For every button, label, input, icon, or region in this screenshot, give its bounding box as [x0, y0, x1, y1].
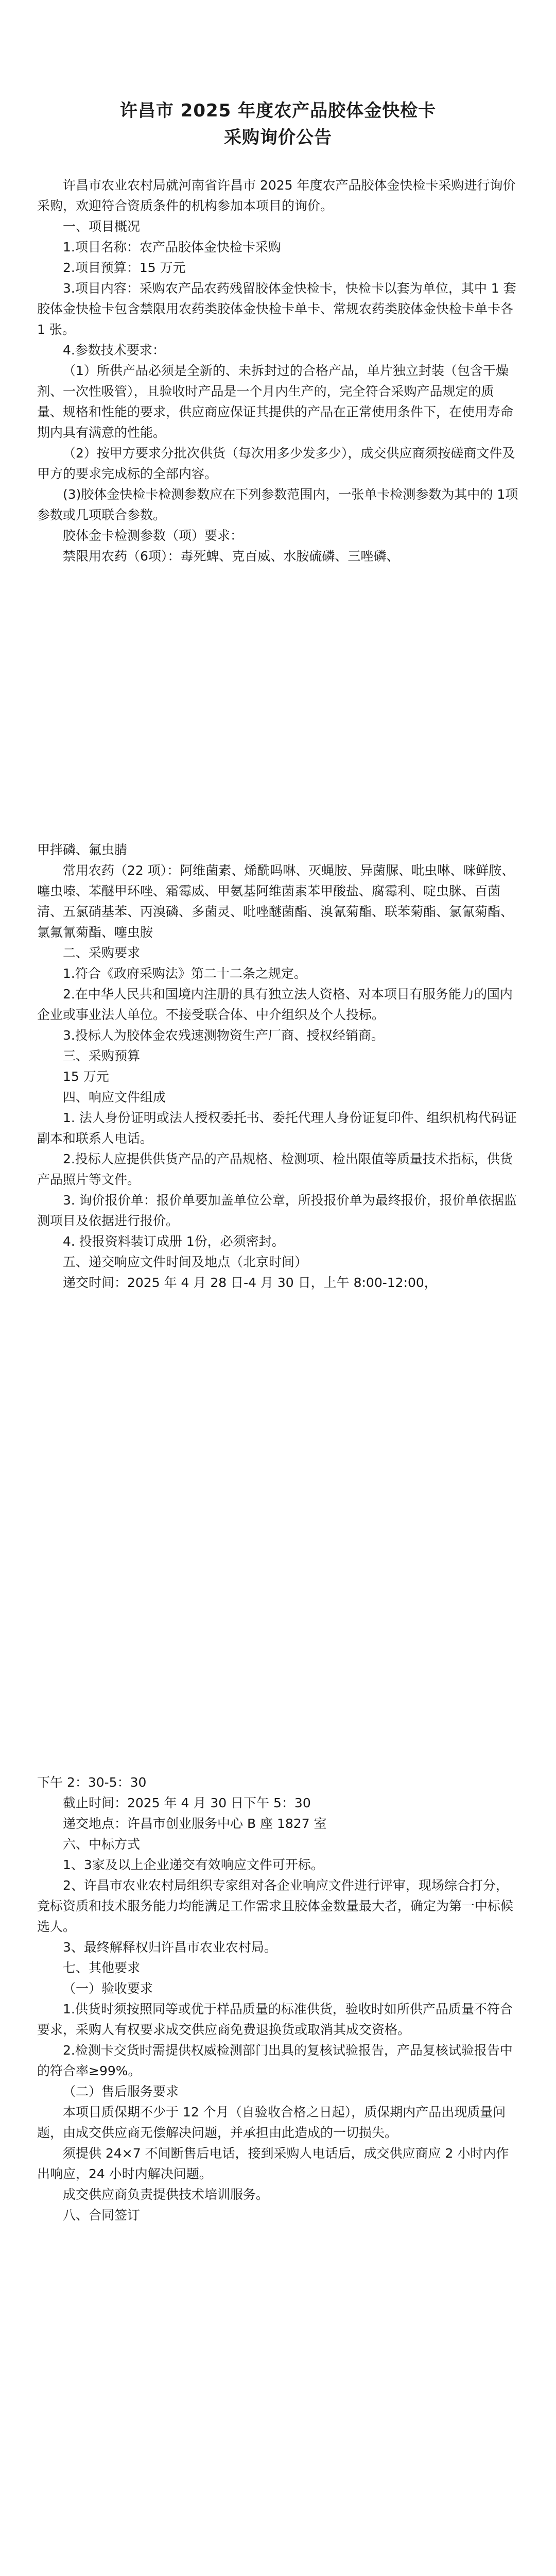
section-block-a: [37, 175, 519, 567]
section-2-item-3: 3.投标人为胶体金农残速测物资生产厂商、授权经销商。: [63, 1028, 384, 1043]
requirement-3-sub: 胶体金卡检测参数（项）要求：: [63, 528, 244, 543]
section-6-item-2: 2、许昌市农业农村局组织专家组对各企业响应文件进行评审，现场综合打分，竞标资质和技术服务能力均能满足工作需求且胶体金数量最大者，确定为第一中标候选人。: [37, 1878, 514, 1934]
section-2-item-2: 2.在中华人民共和国境内注册的具有独立法人资格、对本项目有服务能力的国内企业或事业法人单位。不接受联合体、中介组织及个人投标。: [37, 987, 513, 1022]
section-1-item-3: 3.项目内容：采购农产品农药残留胶体金快检卡，快检卡以套为单位，其中 1 套胶体金快检卡包含禁限用农药类胶体金快检卡单卡、常规农药类胶体金快检卡单卡各 1 张。: [37, 281, 517, 337]
section-2-heading: 二、采购要求: [63, 945, 141, 960]
section-8-heading: 八、合同签订: [63, 2208, 141, 2223]
after-sales-item-1: 本项目质保期不少于 12 个月（自验收合格之日起），质保期内产品出现质量问题，由成交供应商无偿解决问题，并承担由此造成的一切损失。: [37, 2105, 506, 2140]
title-line-2: 采购询价公告: [224, 127, 332, 148]
section-1-item-4: 4.参数技术要求：: [63, 343, 165, 358]
intro-paragraph: 许昌市农业农村局就河南省许昌市 2025 年度农产品胶体金快检卡采购进行询价采购，欢迎符合资质条件的机构参加本项目的询价。: [37, 178, 516, 213]
requirement-2: （2）按甲方要求分批次供货（每次用多少发多少），成交供应商须按磋商文件及甲方的要求完成标的全部内容。: [37, 446, 515, 481]
section-4-item-1: 1. 法人身份证明或法人授权委托书、委托代理人身份证复印件、组织机构代码证副本和联系人电话。: [37, 1110, 517, 1146]
after-sales-heading: （二）售后服务要求: [63, 2084, 179, 2099]
submission-time-part-1: 递交时间：2025 年 4 月 28 日-4 月 30 日，上午 8:00-12:00，: [63, 1275, 437, 1290]
after-sales-item-3: 成交供应商负责提供技术培训服务。: [63, 2187, 269, 2202]
section-2-item-1: 1.符合《政府采购法》第二十二条之规定。: [63, 966, 307, 981]
acceptance-item-1: 1.供货时须按照同等或优于样品质量的标准供货，验收时如所供产品质量不符合要求，采购人有权要求成交供应商免费退换货或取消其成交资格。: [37, 2002, 513, 2037]
section-1-heading: 一、项目概况: [63, 219, 141, 234]
acceptance-heading: （一）验收要求: [63, 1981, 153, 1996]
banned-pesticides-part-2: 甲拌磷、氟虫腈: [37, 842, 128, 857]
section-4-heading: 四、响应文件组成: [63, 1090, 166, 1105]
section-block-b: [37, 840, 519, 1293]
section-1-item-2: 2.项目预算：15 万元: [63, 260, 186, 275]
section-4-item-2: 2.投标人应提供供货产品的产品规格、检测项、检出限值等质量技术指标，供货产品照片等文件。: [37, 1151, 513, 1187]
title-line-1: 许昌市 2025 年度农产品胶体金快检卡: [119, 100, 437, 121]
section-6-heading: 六、中标方式: [63, 1837, 141, 1852]
common-pesticides: 常用农药（22 项）：阿维菌素、烯酰吗啉、灭蝇胺、异菌脲、吡虫啉、咪鲜胺、噻虫嗪、苯醚甲环唑、霜霉威、甲氨基阿维菌素苯甲酸盐、腐霉利、啶虫脒、百菌清、五氯硝基苯、丙溴磷、多菌灵、吡唑醚菌酯、溴氰菊酯、联苯菊酯、氯氰菊酯、氯氟氰菊酯、噻虫胺: [37, 863, 515, 940]
section-7-heading: 七、其他要求: [63, 1960, 141, 1975]
acceptance-item-2: 2.检测卡交货时需提供权威检测部门出具的复核试验报告，产品复核试验报告中的符合率≥99%。: [37, 2043, 513, 2078]
submission-deadline: 截止时间：2025 年 4 月 30 日下午 5：30: [63, 1795, 311, 1810]
banned-pesticides-part-1: 禁限用农药（6项）：毒死蜱、克百威、水胺硫磷、三唑磷、: [63, 549, 399, 564]
after-sales-item-2: 须提供 24×7 不间断售后电话，接到采购人电话后，成交供应商应 2 小时内作出响应，24 小时内解决问题。: [37, 2146, 509, 2181]
requirement-3: (3)胶体金快检卡检测参数应在下列参数范围内，一张单卡检测参数为其中的 1项参数或几项联合参数。: [37, 487, 518, 522]
section-6-item-1: 1、3家及以上企业递交有效响应文件可开标。: [63, 1857, 324, 1872]
section-1-item-1: 1.项目名称：农产品胶体金快检卡采购: [63, 240, 281, 255]
submission-place: 递交地点：许昌市创业服务中心 B 座 1827 室: [63, 1816, 327, 1831]
submission-time-part-2: 下午 2：30-5：30: [37, 1775, 147, 1790]
section-4-item-4: 4. 投报资料装订成册 1份，必须密封。: [63, 1234, 285, 1249]
section-block-c: [37, 1772, 519, 2226]
section-6-item-3: 3、最终解释权归许昌市农业农村局。: [63, 1940, 277, 1955]
section-5-heading: 五、递交响应文件时间及地点（北京时间）: [63, 1255, 308, 1269]
section-3-heading: 三、采购预算: [63, 1048, 141, 1063]
section-4-item-3: 3. 询价报价单：报价单要加盖单位公章，所投报价单为最终报价，报价单依据监测项目及依据进行报价。: [37, 1193, 517, 1228]
budget-amount: 15 万元: [63, 1069, 109, 1084]
requirement-1: （1）所供产品必须是全新的、未拆封过的合格产品，单片独立封装（包含干燥剂、一次性吸管），且验收时产品是一个月内生产的，完全符合采购产品规定的质量、规格和性能的要求，供应商应保证其提供的产品在正常使用条件下，在使用寿命期内具有满意的性能。: [37, 363, 514, 440]
